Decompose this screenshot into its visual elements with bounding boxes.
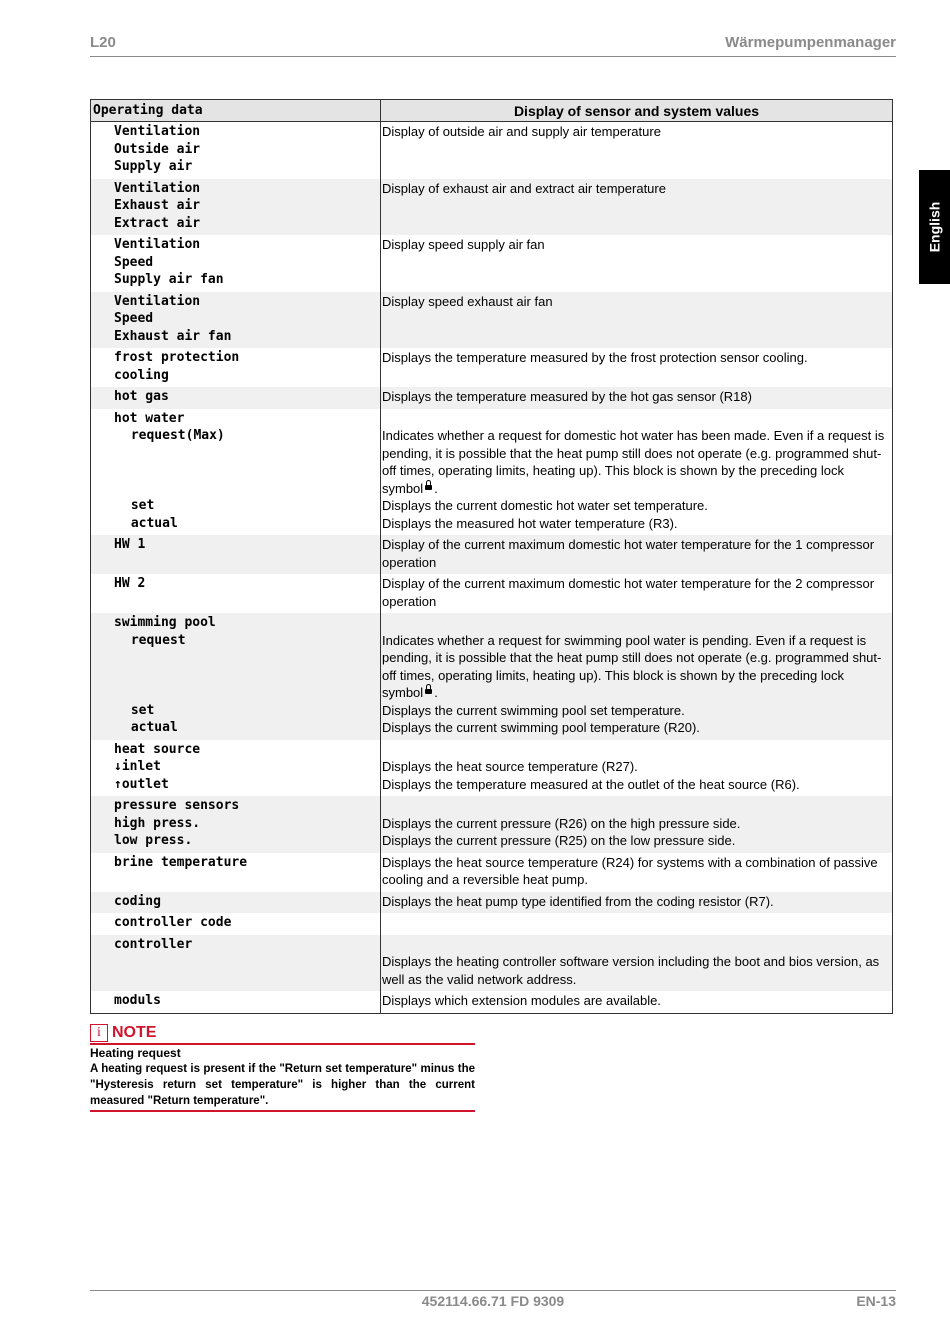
label-spacer bbox=[114, 445, 380, 463]
table-row bbox=[91, 235, 893, 292]
description-cell bbox=[381, 179, 893, 236]
label-line: HW 2 bbox=[114, 576, 146, 591]
description-text: Display speed exhaust air fan bbox=[382, 293, 553, 309]
label-line: coding bbox=[114, 893, 161, 909]
note-subtitle: Heating request bbox=[90, 1046, 181, 1060]
request-description-text: Indicates whether a request for domestic hot water has been made. Even if a request is pending, it is possible that the heat pump still does not operate (e.g. programmed shut-off times, operating limits, heating up). This block is shown by the preceding lock symbol bbox=[382, 428, 885, 496]
note-text: A heating request is present if the "Return set temperature" minus the "Hysteresis return set temperature" is higher than the current measured "Return temperature". bbox=[90, 1063, 475, 1107]
operating-data-label bbox=[91, 913, 381, 935]
request-description: Indicates whether a request for domestic hot water has been made. Even if a request is pending, it is possible that the heat pump still does not operate (e.g. programmed shut-off times, operating limits, heating up). This block is shown by the preceding lock symbol . bbox=[382, 428, 885, 496]
label-spacer bbox=[114, 480, 380, 498]
table-row bbox=[91, 574, 893, 613]
description-cell bbox=[381, 292, 893, 349]
description-text: Display of the current maximum domestic hot water temperature for the 1 compressor operation bbox=[382, 537, 875, 570]
table-row bbox=[91, 913, 893, 935]
label-line: controller bbox=[114, 936, 193, 952]
description-cell bbox=[381, 935, 893, 992]
description-cell bbox=[381, 409, 893, 536]
table-row bbox=[91, 991, 893, 1013]
description-cell bbox=[381, 574, 893, 613]
actual-description: Displays the measured hot water temperature (R3). bbox=[382, 515, 678, 531]
label-subline: set bbox=[123, 498, 155, 513]
label-line: Ventilation bbox=[114, 180, 201, 196]
description-text: Display speed supply air fan bbox=[382, 237, 545, 252]
table-row bbox=[91, 122, 893, 179]
description-cell bbox=[381, 122, 893, 179]
label-subline: actual bbox=[123, 515, 178, 531]
description-cell bbox=[381, 348, 893, 387]
footer-divider bbox=[90, 1290, 896, 1291]
operating-data-label bbox=[91, 892, 381, 914]
label-line: ↑outlet bbox=[114, 776, 169, 792]
header-left-title: L20 bbox=[90, 34, 116, 51]
description-text: Displays the heating controller software version including the boot and bios version, as well as the valid network address. bbox=[382, 954, 880, 987]
operating-data-label bbox=[91, 740, 381, 797]
operating-data-label bbox=[91, 387, 381, 409]
label-spacer bbox=[114, 462, 380, 480]
description-cell bbox=[381, 991, 893, 1013]
table-row bbox=[91, 409, 893, 536]
header-divider bbox=[90, 56, 896, 57]
lock-icon bbox=[425, 485, 432, 490]
label-line: Ventilation bbox=[114, 237, 201, 252]
label-line: Supply air fan bbox=[114, 272, 224, 287]
description-cell bbox=[381, 913, 893, 935]
table-row bbox=[91, 796, 893, 853]
label-spacer bbox=[114, 667, 380, 685]
label-subline: set bbox=[123, 702, 155, 718]
request-description-text: Indicates whether a request for swimming pool water is pending. Even if a request is pending, it is possible that the heat pump still does not operate (e.g. programmed shut-off times, operating limits, heating up). This block is shown by the preceding lock symbol bbox=[382, 632, 882, 700]
label-line: Exhaust air fan bbox=[114, 328, 232, 344]
description-spacer bbox=[382, 936, 888, 954]
operating-data-label bbox=[91, 409, 381, 536]
label-line: Supply air bbox=[114, 159, 193, 174]
operating-data-label bbox=[91, 348, 381, 387]
note-box bbox=[90, 1024, 475, 1112]
operating-data-label bbox=[91, 235, 381, 292]
label-line: controller code bbox=[114, 915, 232, 930]
description-text: Displays the temperature measured at the outlet of the heat source (R6). bbox=[382, 776, 800, 792]
description-cell bbox=[381, 613, 893, 740]
actual-description: Displays the current swimming pool temperature (R20). bbox=[382, 720, 700, 735]
description-cell bbox=[381, 796, 893, 853]
description-cell bbox=[381, 892, 893, 914]
table-row bbox=[91, 892, 893, 914]
label-line: pressure sensors bbox=[114, 798, 240, 813]
label-line: ↓inlet bbox=[114, 759, 161, 774]
description-cell bbox=[381, 740, 893, 797]
note-title: NOTE bbox=[112, 1024, 157, 1041]
description-cell bbox=[381, 387, 893, 409]
description-spacer bbox=[382, 614, 888, 632]
description-spacer bbox=[382, 797, 888, 815]
header-right-title: Wärmepumpenmanager bbox=[725, 34, 896, 51]
operating-data-label bbox=[91, 991, 381, 1013]
description-cell bbox=[381, 535, 893, 574]
label-subline: request bbox=[123, 632, 186, 648]
footer-document-number: 452114.66.71 FD 9309 bbox=[421, 1293, 565, 1309]
operating-data-label bbox=[91, 796, 381, 853]
language-tab-label: English bbox=[926, 201, 943, 253]
label-spacer bbox=[114, 684, 380, 702]
label-line: heat source bbox=[114, 741, 201, 757]
table-row bbox=[91, 387, 893, 409]
note-header bbox=[90, 1024, 475, 1042]
description-spacer bbox=[382, 410, 888, 428]
request-description: Indicates whether a request for swimming pool water is pending. Even if a request is pending, it is possible that the heat pump still does not operate (e.g. programmed shut-off times, operating limits, heating up). This block is shown by the preceding lock symbol . bbox=[382, 632, 882, 700]
description-text: Displays which extension modules are available. bbox=[382, 993, 661, 1008]
label-subline: actual bbox=[123, 720, 178, 735]
table-row bbox=[91, 535, 893, 574]
label-line: hot water bbox=[114, 410, 185, 426]
description-text: Display of the current maximum domestic hot water temperature for the 2 compressor operation bbox=[382, 576, 875, 609]
description-spacer bbox=[382, 741, 888, 759]
label-line: low press. bbox=[114, 833, 193, 848]
label-line: cooling bbox=[114, 367, 169, 383]
description-text: Displays the heat source temperature (R24) for systems with a combination of passive cooling and a reversible heat pump. bbox=[382, 854, 878, 887]
label-line: swimming pool bbox=[114, 615, 216, 630]
description-text: Displays the current pressure (R26) on the high pressure side. bbox=[382, 815, 741, 831]
label-subline: request(Max) bbox=[123, 428, 225, 443]
column-header-display-values: Display of sensor and system values bbox=[381, 100, 893, 122]
table-row bbox=[91, 935, 893, 992]
label-line: high press. bbox=[114, 815, 201, 831]
footer-page-number: EN-13 bbox=[856, 1293, 896, 1309]
label-line: Ventilation bbox=[114, 124, 201, 139]
language-tab bbox=[919, 170, 950, 284]
table-row bbox=[91, 348, 893, 387]
note-bottom-rule bbox=[90, 1110, 475, 1112]
info-icon: i bbox=[90, 1024, 108, 1042]
label-line: brine temperature bbox=[114, 854, 248, 870]
operating-data-label bbox=[91, 613, 381, 740]
operating-data-label bbox=[91, 853, 381, 892]
description-cell bbox=[381, 853, 893, 892]
label-line: HW 1 bbox=[114, 537, 146, 552]
label-line: Exhaust air bbox=[114, 198, 201, 213]
operating-data-label bbox=[91, 292, 381, 349]
description-text: Displays the heat source temperature (R27). bbox=[382, 759, 638, 774]
label-spacer bbox=[114, 649, 380, 667]
table-row bbox=[91, 853, 893, 892]
description-text: Display of exhaust air and extract air temperature bbox=[382, 180, 666, 196]
label-line: Ventilation bbox=[114, 293, 201, 309]
label-line: Speed bbox=[114, 254, 154, 270]
label-line: hot gas bbox=[114, 389, 169, 404]
set-description: Displays the current domestic hot water set temperature. bbox=[382, 498, 708, 513]
description-text: Display of outside air and supply air temperature bbox=[382, 124, 661, 139]
operating-data-table bbox=[90, 99, 893, 1014]
description-text: Displays the temperature measured by the hot gas sensor (R18) bbox=[382, 389, 752, 404]
label-line: moduls bbox=[114, 993, 161, 1008]
description-text: Displays the current pressure (R25) on the low pressure side. bbox=[382, 833, 736, 848]
description-text: Displays the temperature measured by the frost protection sensor cooling. bbox=[382, 350, 808, 365]
operating-data-label bbox=[91, 179, 381, 236]
table-row bbox=[91, 613, 893, 740]
label-line: Outside air bbox=[114, 141, 201, 157]
label-line: Extract air bbox=[114, 215, 201, 231]
label-line: frost protection bbox=[114, 350, 240, 365]
label-line: Speed bbox=[114, 311, 154, 326]
lock-icon bbox=[425, 689, 432, 694]
note-top-rule bbox=[90, 1043, 475, 1045]
column-header-operating-data: Operating data bbox=[91, 100, 381, 122]
table-row bbox=[91, 740, 893, 797]
operating-data-label bbox=[91, 574, 381, 613]
set-description: Displays the current swimming pool set temperature. bbox=[382, 702, 685, 718]
description-cell bbox=[381, 235, 893, 292]
table-row bbox=[91, 179, 893, 236]
description-text: Displays the heat pump type identified from the coding resistor (R7). bbox=[382, 893, 774, 909]
operating-data-label bbox=[91, 122, 381, 179]
table-row bbox=[91, 292, 893, 349]
operating-data-label bbox=[91, 535, 381, 574]
operating-data-label bbox=[91, 935, 381, 992]
